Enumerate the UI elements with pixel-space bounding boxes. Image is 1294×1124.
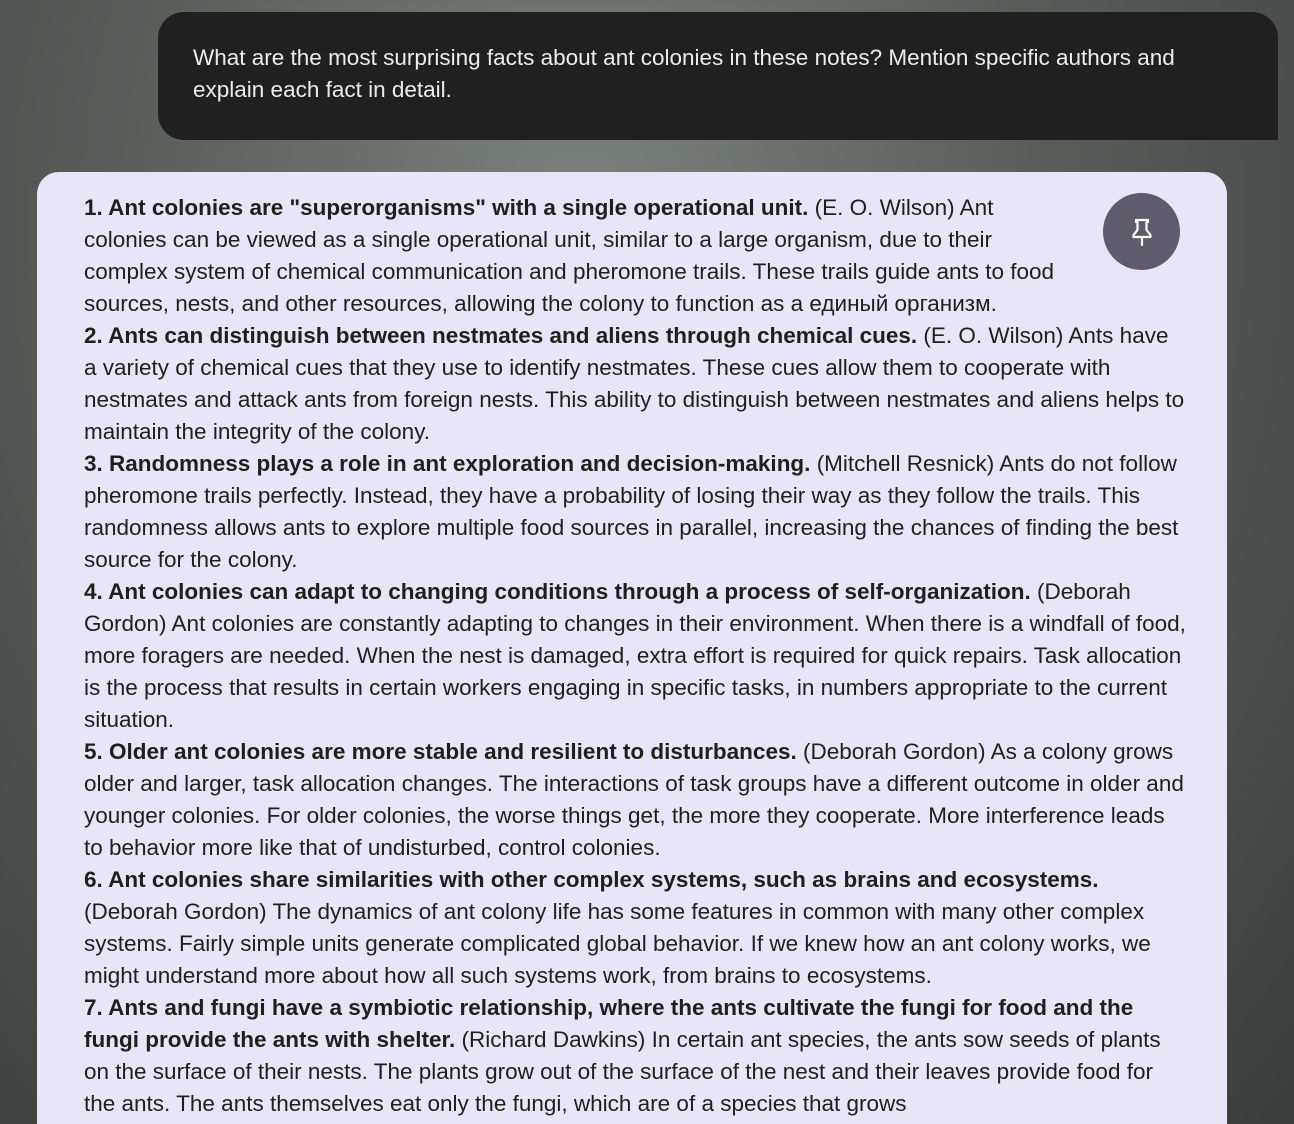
fact-item	[84, 192, 1187, 320]
fact-body: (Deborah Gordon) The dynamics of ant colony life has some features in common with many other complex systems. Fairly simple units generate complicated global behavior. If we knew how an ant colony works, we might understand more about how all such systems work, from brains to ecosystems.	[84, 899, 1151, 988]
fact-headline: 7. Ants and fungi have a symbiotic relationship, where the ants cultivate the fungi for food and the fungi provide the ants with shelter.	[84, 995, 1134, 1052]
fact-body: (Mitchell Resnick) Ants do not follow pheromone trails perfectly. Instead, they have a probability of losing their way as they follow the trails. This randomness allows ants to explore multiple food sources in parallel, increasing the chances of finding the best source for the colony.	[84, 451, 1179, 572]
fact-item	[84, 736, 1187, 864]
fact-body: (Deborah Gordon) Ant colonies are constantly adapting to changes in their environment. When there is a windfall of food, more foragers are needed. When the nest is damaged, extra effort is required for quick repairs. Task allocation is the process that results in certain workers engaging in specific tasks, in numbers appropriate to the current situation.	[84, 579, 1186, 732]
fact-body: (E. O. Wilson) Ant colonies can be viewed as a single operational unit, similar to a large organism, due to their complex system of chemical communication and pheromone trails. These trails guide ants to food sources, nests, and other resources, allowing the colony to function as a единый организм.	[84, 195, 1055, 316]
user-prompt-text: What are the most surprising facts about ant colonies in these notes? Mention specific authors and explain each fact in detail.	[193, 45, 1175, 102]
fact-item	[84, 448, 1187, 576]
fact-headline: 1. Ant colonies are "superorganisms" with a single operational unit.	[84, 195, 809, 220]
response-card	[37, 172, 1227, 1124]
fact-body: (Richard Dawkins) In certain ant species, the ants sow seeds of plants on the surface of their nests. The plants grow out of the surface of the nest and their leaves provide food for the ants. The ants themselves eat only the fungi, which are of a species that grows	[84, 1027, 1161, 1116]
fact-item	[84, 320, 1187, 448]
fact-headline: 4. Ant colonies can adapt to changing conditions through a process of self-organization.	[84, 579, 1031, 604]
pin-icon	[1128, 217, 1156, 247]
user-prompt-bubble	[158, 12, 1278, 140]
pin-button[interactable]	[1103, 193, 1180, 270]
fact-item	[84, 864, 1187, 992]
fact-headline: 6. Ant colonies share similarities with other complex systems, such as brains and ecosystems.	[84, 867, 1099, 892]
fact-body: (Deborah Gordon) As a colony grows older and larger, task allocation changes. The interactions of task groups have a different outcome in older and younger colonies. For older colonies, the worse things get, the more they cooperate. More interference leads to behavior more like that of undisturbed, control colonies.	[84, 739, 1184, 860]
fact-item	[84, 992, 1187, 1120]
fact-body: (E. O. Wilson) Ants have a variety of chemical cues that they use to identify nestmates. These cues allow them to cooperate with nestmates and attack ants from foreign nests. This ability to distinguish between nestmates and aliens helps to maintain the integrity of the colony.	[84, 323, 1185, 444]
fact-headline: 3. Randomness plays a role in ant exploration and decision-making.	[84, 451, 811, 476]
fact-item	[84, 576, 1187, 736]
fact-headline: 2. Ants can distinguish between nestmates and aliens through chemical cues.	[84, 323, 918, 348]
fact-headline: 5. Older ant colonies are more stable and resilient to disturbances.	[84, 739, 797, 764]
